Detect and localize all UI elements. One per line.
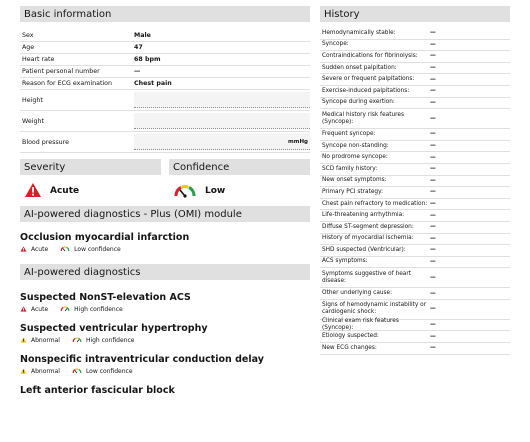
history-label: ACS symptoms:	[322, 258, 368, 265]
status-label: Abnormal	[31, 337, 60, 344]
history-label: SCD family history:	[322, 165, 378, 172]
history-label: Hemodynamically stable:	[322, 29, 396, 36]
diagnosis-meta	[20, 336, 310, 345]
history-label: No prodrome syncope:	[322, 154, 388, 161]
unit-label: mmHg	[287, 139, 308, 145]
history-row	[320, 28, 510, 40]
history-label: Clinical exam risk features (Syncope):	[322, 318, 399, 332]
gauge-low-icon	[72, 367, 82, 376]
history-row	[320, 74, 510, 86]
severity-confidence-row	[20, 159, 310, 204]
confidence-label: High confidence	[74, 306, 123, 313]
diagnosis-title: Nonspecific intraventricular conduction delay	[20, 354, 264, 365]
history-row	[320, 245, 510, 257]
diagnosis-item[interactable]	[20, 292, 310, 314]
history-label: Medical history risk features (Syncope):	[322, 111, 404, 125]
diagnosis-item[interactable]	[20, 323, 310, 345]
history-value: —	[430, 345, 436, 352]
input-label: Height	[22, 96, 43, 104]
history-row	[320, 320, 510, 332]
input-field-height[interactable]	[134, 92, 310, 108]
input-row	[20, 132, 310, 153]
history-value: —	[430, 274, 436, 281]
history-value: —	[430, 65, 436, 72]
info-label: Heart rate	[22, 56, 55, 63]
history-value: —	[430, 247, 436, 254]
gauge-low-icon	[60, 245, 70, 254]
warning-triangle-icon	[20, 306, 27, 314]
history-value: —	[430, 99, 436, 106]
history-value: —	[430, 143, 436, 150]
confidence-header: Confidence	[169, 159, 310, 175]
confidence-label: Low confidence	[85, 368, 133, 375]
gauge-high-icon	[72, 336, 82, 345]
diagnosis-meta	[20, 367, 310, 376]
severity-header: Severity	[20, 159, 161, 175]
info-row	[20, 54, 310, 66]
input-field-blood-pressure[interactable]	[134, 134, 310, 150]
history-header: History	[320, 6, 510, 22]
info-value: Chest pain	[134, 80, 172, 87]
ai-diagnostics-header: AI-powered diagnostics	[20, 264, 310, 280]
info-value: Male	[134, 32, 151, 39]
omi-header: AI-powered diagnostics - Plus (OMI) module	[20, 206, 310, 222]
history-row	[320, 141, 510, 153]
history-row	[320, 63, 510, 75]
history-label: New ECG changes:	[322, 344, 377, 351]
history-row	[320, 222, 510, 234]
warning-triangle-icon	[24, 182, 42, 201]
history-value: —	[430, 41, 436, 48]
history-row	[320, 176, 510, 188]
history-value: —	[430, 306, 436, 313]
confidence-label: High confidence	[85, 337, 135, 344]
input-row	[20, 90, 310, 111]
history-row	[320, 343, 510, 355]
history-row	[320, 129, 510, 141]
ai-diagnostics-list	[20, 292, 310, 396]
info-value: 68 bpm	[134, 56, 161, 63]
history-label: Contraindications for fibrinolysis:	[322, 52, 418, 59]
history-row	[320, 86, 510, 98]
input-field-weight[interactable]	[134, 113, 310, 129]
status-label: Acute	[31, 306, 49, 313]
history-row	[320, 199, 510, 211]
left-panel	[20, 6, 310, 396]
history-label: Signs of hemodynamic instability or cardiogenic shock:	[322, 302, 427, 316]
history-row	[320, 51, 510, 63]
info-value: —	[134, 68, 141, 75]
omi-list	[20, 232, 310, 254]
history-panel	[320, 6, 510, 355]
info-label: Sex	[22, 32, 34, 39]
severity-section	[20, 159, 161, 204]
basic-info-table	[20, 30, 310, 153]
history-value: —	[430, 189, 436, 196]
warning-triangle-icon	[20, 368, 27, 376]
history-label: Symptoms suggestive of heart disease:	[322, 270, 412, 284]
history-row	[320, 300, 510, 320]
history-table	[320, 28, 510, 355]
gauge-low-icon	[173, 182, 197, 201]
history-row	[320, 331, 510, 343]
info-row	[20, 30, 310, 42]
input-row	[20, 111, 310, 132]
status-label: Abnormal	[31, 368, 60, 375]
history-label: Life-threatening arrhythmia:	[322, 212, 405, 219]
info-label: Patient personal number	[22, 68, 100, 75]
history-value: —	[430, 290, 436, 297]
info-value: 47	[134, 44, 143, 51]
history-value: —	[430, 333, 436, 340]
history-value: —	[430, 131, 436, 138]
diagnosis-title: Suspected NonST-elevation ACS	[20, 292, 191, 303]
diagnosis-title: Left anterior fascicular block	[20, 385, 175, 396]
history-row	[320, 268, 510, 288]
history-label: Etiology suspected:	[322, 333, 379, 340]
history-value: —	[430, 235, 436, 242]
history-value: —	[430, 322, 436, 329]
history-row	[320, 152, 510, 164]
status-label: Acute	[31, 246, 49, 253]
basic-info-header: Basic information	[20, 6, 310, 22]
history-value: —	[430, 212, 436, 219]
history-row	[320, 98, 510, 110]
history-value: —	[430, 88, 436, 95]
history-label: Chest pain refractory to medication:	[322, 200, 428, 207]
history-value: —	[430, 224, 436, 231]
history-value: —	[430, 166, 436, 173]
info-label: Age	[22, 44, 35, 51]
warning-triangle-icon	[20, 246, 27, 254]
confidence-value: Low	[169, 178, 310, 204]
history-label: New onset symptoms:	[322, 177, 387, 184]
diagnosis-title: Occlusion myocardial infarction	[20, 232, 190, 243]
history-row	[320, 40, 510, 52]
history-row	[320, 164, 510, 176]
history-label: Syncope during exertion:	[322, 99, 395, 106]
history-label: Primary PCI strategy:	[322, 188, 384, 195]
diagnosis-meta	[20, 305, 310, 314]
confidence-section	[169, 159, 310, 204]
diagnosis-meta	[20, 245, 310, 254]
diagnosis-title: Suspected ventricular hypertrophy	[20, 323, 208, 334]
history-label: SHD suspected (Ventricular):	[322, 246, 406, 253]
history-value: —	[430, 30, 436, 37]
warning-triangle-icon	[20, 337, 27, 345]
history-value: —	[430, 154, 436, 161]
history-value: —	[430, 177, 436, 184]
diagnosis-item[interactable]	[20, 385, 310, 396]
history-label: Syncope:	[322, 41, 349, 48]
history-row	[320, 109, 510, 129]
history-value: —	[430, 76, 436, 83]
gauge-high-icon	[60, 305, 70, 314]
info-row	[20, 66, 310, 78]
history-row	[320, 257, 510, 269]
info-row	[20, 78, 310, 90]
history-label: Sudden onset palpitation:	[322, 64, 397, 71]
history-value: —	[430, 53, 436, 60]
history-label: Exercise-induced palpitations:	[322, 87, 410, 94]
history-label: Severe or frequent palpitations:	[322, 76, 415, 83]
input-label: Blood pressure	[22, 138, 69, 146]
history-label: Other underlying cause:	[322, 290, 393, 297]
confidence-label: Low confidence	[74, 246, 121, 253]
history-row	[320, 288, 510, 300]
history-label: Diffuse ST-segment depression:	[322, 223, 414, 230]
history-value: —	[430, 258, 436, 265]
history-value: —	[430, 201, 436, 208]
history-label: Syncope non-standing:	[322, 142, 389, 149]
diagnosis-item[interactable]	[20, 354, 310, 376]
history-label: Frequent syncope:	[322, 130, 376, 137]
history-row	[320, 234, 510, 246]
severity-value: Acute	[20, 178, 161, 204]
history-row	[320, 187, 510, 199]
diagnosis-item[interactable]	[20, 232, 310, 254]
info-label: Reason for ECG examination	[22, 80, 113, 87]
history-row	[320, 210, 510, 222]
input-label: Weight	[22, 117, 44, 125]
history-label: History of myocardial ischemia:	[322, 235, 414, 242]
history-value: —	[430, 115, 436, 122]
info-row	[20, 42, 310, 54]
